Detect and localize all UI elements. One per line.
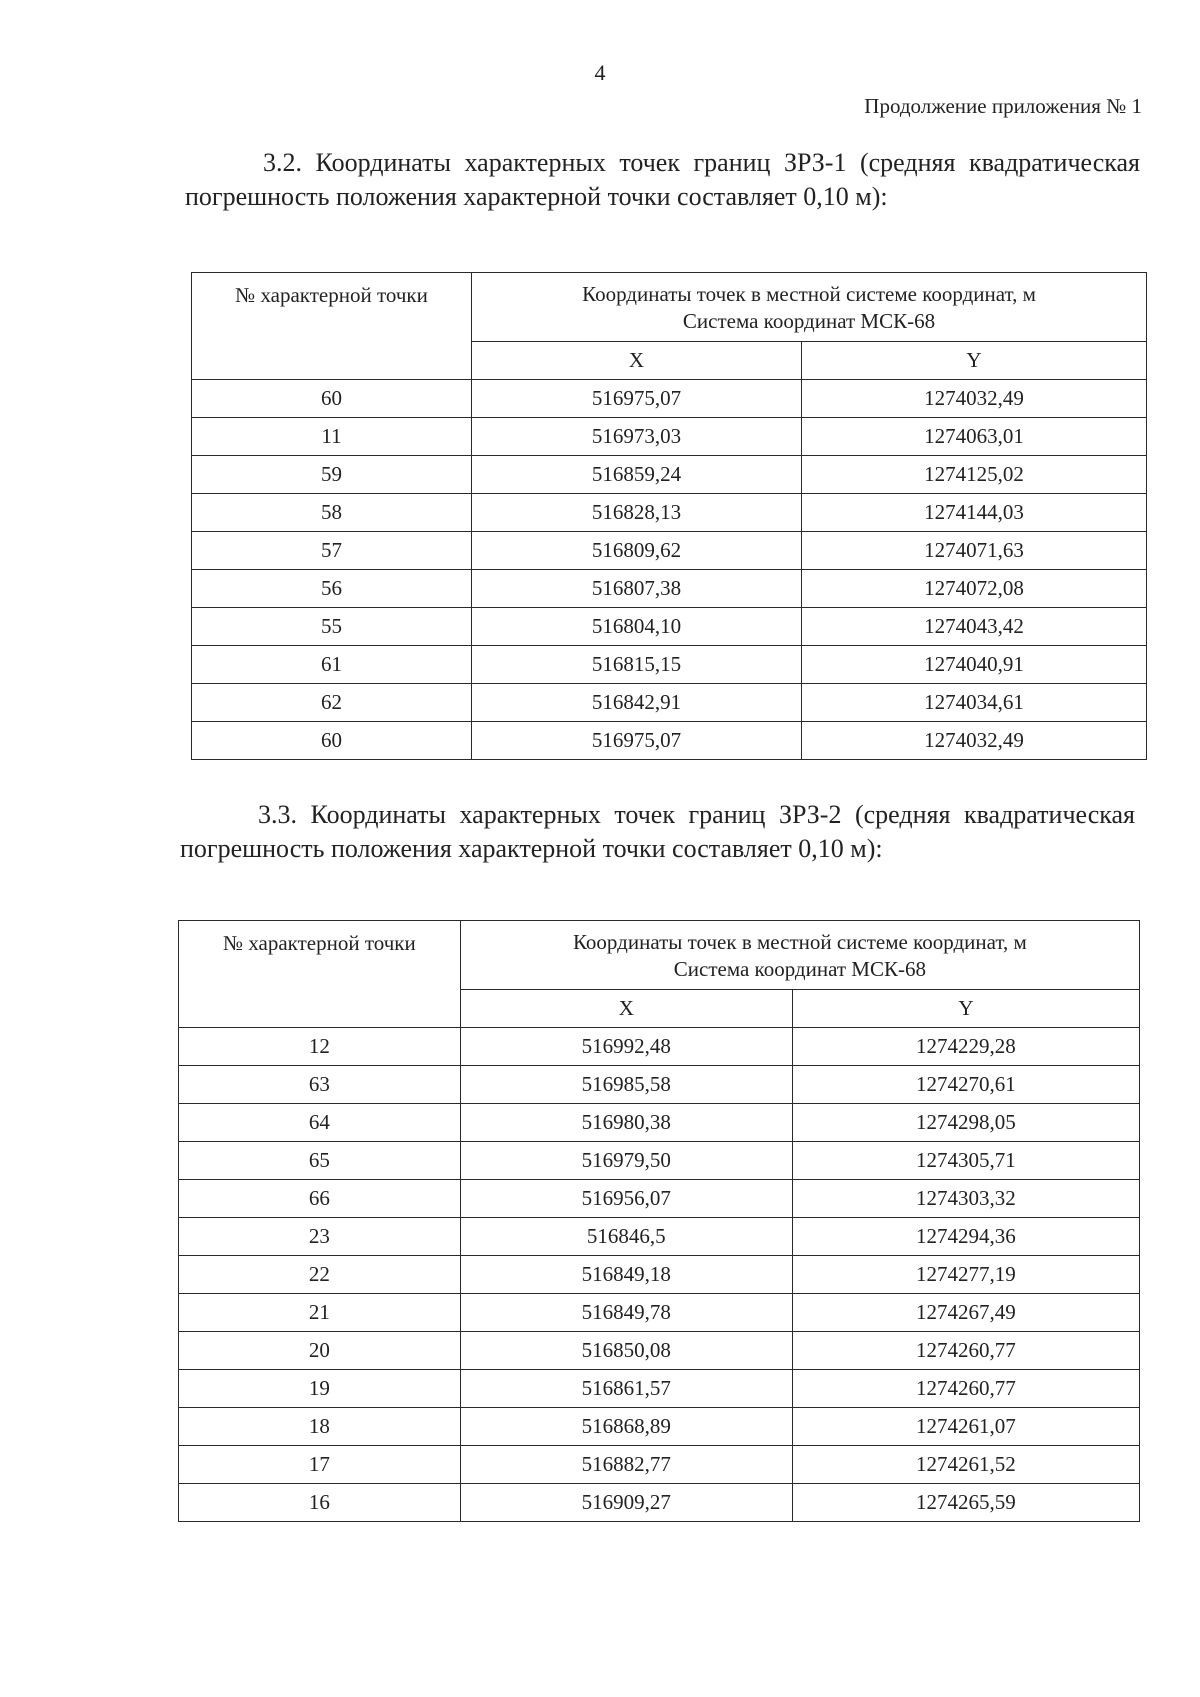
cell-x: 516861,57 [460,1370,792,1408]
table-row [179,1066,1140,1104]
table-row [192,418,1147,456]
section-3-3-paragraph [180,798,1135,866]
cell-y: 1274303,32 [792,1180,1139,1218]
cell-y: 1274261,07 [792,1408,1139,1446]
section-3-2-paragraph [185,146,1140,214]
cell-y: 1274298,05 [792,1104,1139,1142]
cell-y: 1274063,01 [802,418,1147,456]
cell-y: 1274261,52 [792,1446,1139,1484]
header-x: X [472,342,802,380]
cell-y: 1274260,77 [792,1332,1139,1370]
cell-point-number: 65 [179,1142,461,1180]
table-row [192,684,1147,722]
table-row [179,1370,1140,1408]
cell-y: 1274072,08 [802,570,1147,608]
cell-x: 516882,77 [460,1446,792,1484]
cell-point-number: 21 [179,1294,461,1332]
cell-point-number: 55 [192,608,472,646]
cell-point-number: 22 [179,1256,461,1294]
cell-y: 1274260,77 [792,1370,1139,1408]
table-row [179,1104,1140,1142]
cell-point-number: 19 [179,1370,461,1408]
table-header-row [192,273,1147,342]
section-text: Координаты характерных точек границ ЗРЗ-2 (средняя квадратическая погрешность положения характерной точки составляет 0,10 м): [180,800,1135,863]
cell-y: 1274032,49 [802,380,1147,418]
cell-x: 516985,58 [460,1066,792,1104]
cell-y: 1274267,49 [792,1294,1139,1332]
cell-x: 516849,78 [460,1294,792,1332]
table-row [192,456,1147,494]
cell-point-number: 23 [179,1218,461,1256]
cell-point-number: 12 [179,1028,461,1066]
cell-y: 1274125,02 [802,456,1147,494]
table-row [179,1180,1140,1218]
cell-x: 516846,5 [460,1218,792,1256]
header-coordinates-line1: Координаты точек в местной системе координат, м [572,930,1027,954]
cell-point-number: 11 [192,418,472,456]
table-row [179,1408,1140,1446]
header-coordinates-line1: Координаты точек в местной системе координат, м [582,282,1036,306]
cell-y: 1274032,49 [802,722,1147,760]
cell-point-number: 60 [192,380,472,418]
cell-x: 516973,03 [472,418,802,456]
header-x: X [460,990,792,1028]
cell-x: 516909,27 [460,1484,792,1522]
table-row [179,1332,1140,1370]
header-coordinates-line2: Система координат МСК-68 [673,957,926,981]
table-row [179,1218,1140,1256]
cell-point-number: 18 [179,1408,461,1446]
cell-point-number: 56 [192,570,472,608]
cell-y: 1274071,63 [802,532,1147,570]
header-coordinates [460,921,1139,990]
cell-x: 516992,48 [460,1028,792,1066]
table-row [192,646,1147,684]
table-row [192,532,1147,570]
header-coordinates-line2: Система координат МСК-68 [682,309,936,333]
cell-y: 1274265,59 [792,1484,1139,1522]
cell-x: 516859,24 [472,456,802,494]
header-y: Y [792,990,1139,1028]
section-number: 3.3. [258,800,297,829]
coordinates-table-zrz-1 [191,272,1147,760]
cell-y: 1274040,91 [802,646,1147,684]
cell-point-number: 59 [192,456,472,494]
section-number: 3.2. [263,148,302,177]
table-header-row [179,921,1140,990]
cell-x: 516980,38 [460,1104,792,1142]
cell-y: 1274277,19 [792,1256,1139,1294]
table-row [192,722,1147,760]
appendix-continuation: Продолжение приложения № 1 [864,94,1142,118]
cell-x: 516815,15 [472,646,802,684]
cell-x: 516975,07 [472,380,802,418]
cell-x: 516956,07 [460,1180,792,1218]
cell-x: 516975,07 [472,722,802,760]
cell-y: 1274043,42 [802,608,1147,646]
cell-x: 516828,13 [472,494,802,532]
cell-y: 1274294,36 [792,1218,1139,1256]
cell-x: 516804,10 [472,608,802,646]
section-text: Координаты характерных точек границ ЗРЗ-1 (средняя квадратическая погрешность положения характерной точки составляет 0,10 м): [185,148,1140,211]
header-y: Y [802,342,1147,380]
table-row [192,494,1147,532]
cell-point-number: 60 [192,722,472,760]
cell-x: 516842,91 [472,684,802,722]
table-row [179,1446,1140,1484]
cell-point-number: 63 [179,1066,461,1104]
header-point-number: № характерной точки [179,921,461,1028]
cell-x: 516809,62 [472,532,802,570]
cell-point-number: 57 [192,532,472,570]
cell-y: 1274144,03 [802,494,1147,532]
header-point-number: № характерной точки [192,273,472,380]
cell-x: 516979,50 [460,1142,792,1180]
cell-x: 516807,38 [472,570,802,608]
cell-y: 1274270,61 [792,1066,1139,1104]
table-row [192,380,1147,418]
cell-y: 1274305,71 [792,1142,1139,1180]
cell-point-number: 20 [179,1332,461,1370]
cell-point-number: 62 [192,684,472,722]
cell-x: 516850,08 [460,1332,792,1370]
cell-point-number: 58 [192,494,472,532]
table-row [179,1294,1140,1332]
cell-point-number: 64 [179,1104,461,1142]
table-row [192,570,1147,608]
header-coordinates [472,273,1147,342]
page-number: 4 [594,60,606,85]
cell-x: 516868,89 [460,1408,792,1446]
table-row [179,1484,1140,1522]
table-row [192,608,1147,646]
cell-point-number: 16 [179,1484,461,1522]
cell-y: 1274229,28 [792,1028,1139,1066]
table-row [179,1256,1140,1294]
cell-point-number: 66 [179,1180,461,1218]
table-row [179,1028,1140,1066]
cell-y: 1274034,61 [802,684,1147,722]
table-row [179,1142,1140,1180]
cell-x: 516849,18 [460,1256,792,1294]
cell-point-number: 61 [192,646,472,684]
cell-point-number: 17 [179,1446,461,1484]
coordinates-table-zrz-2 [178,920,1140,1522]
